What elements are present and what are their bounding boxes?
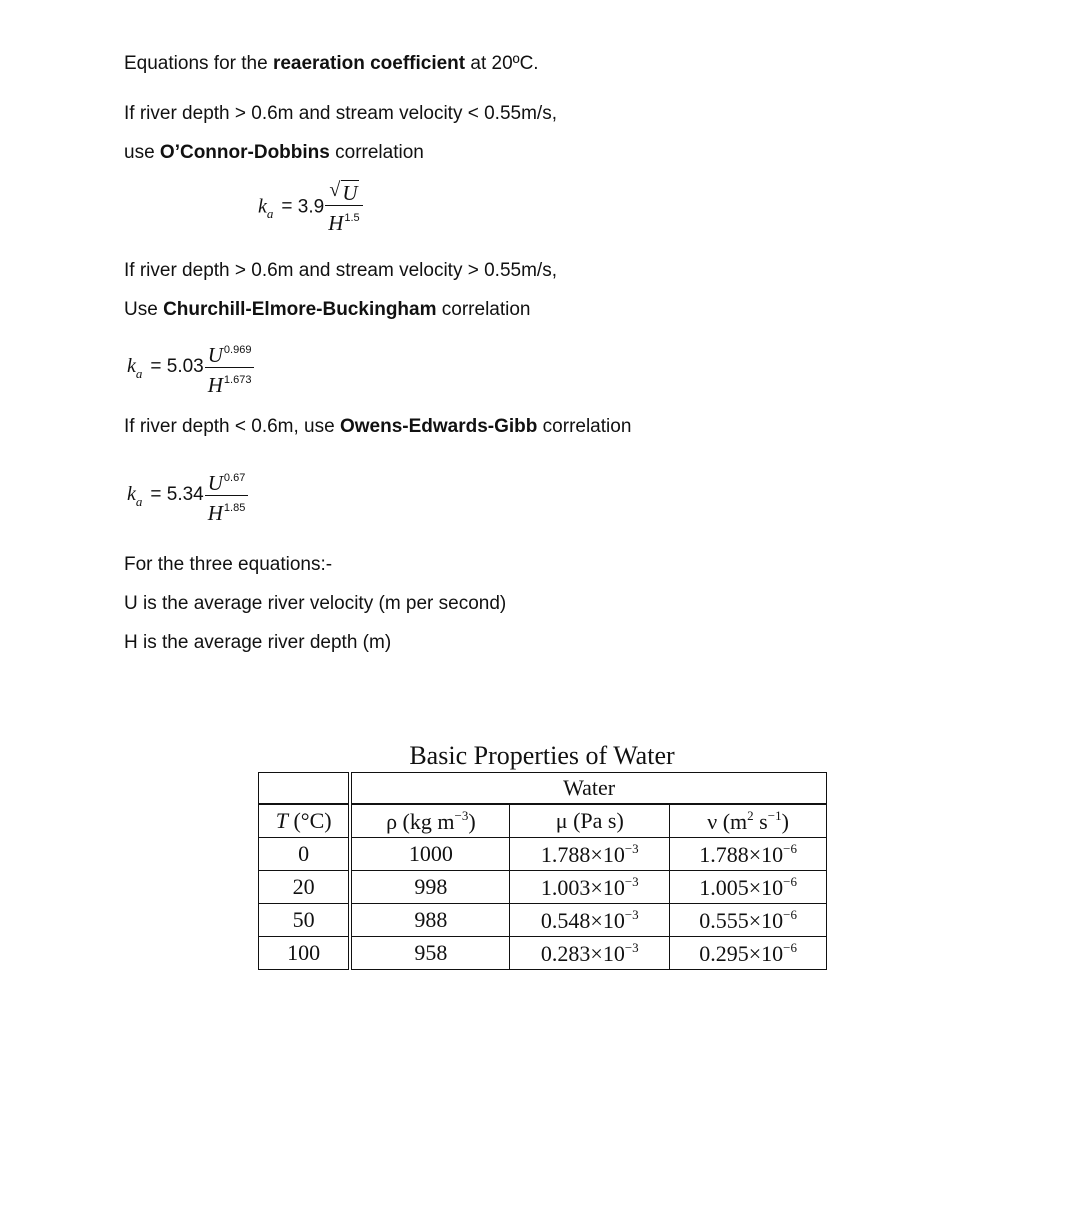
sqrt-icon: √ xyxy=(329,179,341,201)
case2-use-suffix: correlation xyxy=(436,299,531,320)
eq1-den-var: H xyxy=(328,211,344,235)
case3-line xyxy=(124,415,631,439)
eq2-coefficient: 5.03 xyxy=(166,355,204,377)
notes-h-definition: H is the average river depth (m) xyxy=(124,632,392,653)
eq2-den-exp: 1.673 xyxy=(223,374,252,386)
eq3-num-exp: 0.67 xyxy=(223,472,246,484)
cell-mu-mantissa: 0.548×10 xyxy=(540,907,625,933)
table-row xyxy=(259,871,827,904)
notes-heading: For the three equations:- xyxy=(124,554,333,575)
cell-nu-exp: −6 xyxy=(783,840,797,856)
cell-viscosity xyxy=(510,838,670,871)
eq3-num-var: U xyxy=(207,471,223,495)
eq1-lhs-sub: a xyxy=(266,206,274,222)
table-row xyxy=(259,904,827,937)
equation-oconnor-dobbins xyxy=(258,179,363,235)
cell-density: 998 xyxy=(350,871,510,904)
eq1-den-exp: 1.5 xyxy=(344,212,360,224)
table-corner-cell xyxy=(259,773,351,805)
table-row xyxy=(259,838,827,871)
cell-temperature: 20 xyxy=(259,871,351,904)
cell-temperature: 50 xyxy=(259,904,351,937)
case2-use-prefix: Use xyxy=(124,299,164,320)
cell-temperature: 0 xyxy=(259,838,351,871)
case1-correlation-name: O’Connor-Dobbins xyxy=(159,142,330,163)
table-group-header-row xyxy=(259,773,827,805)
eq1-fraction xyxy=(325,179,362,235)
case3-use-prefix: If river depth < 0.6m, use xyxy=(124,416,340,437)
col-header-t-unit: (°C) xyxy=(287,808,332,833)
eq2-lhs-sub: a xyxy=(135,365,143,381)
intro-line xyxy=(124,52,539,76)
eq2-denominator xyxy=(205,368,255,396)
cell-density: 958 xyxy=(350,937,510,970)
table-row xyxy=(259,937,827,970)
col-header-temperature xyxy=(259,804,351,838)
case1-use-line xyxy=(124,141,424,165)
col-header-rho-close: ) xyxy=(468,808,476,834)
col-header-kinematic-viscosity xyxy=(670,804,827,838)
case2-use-line xyxy=(124,298,531,322)
cell-kinematic-viscosity xyxy=(670,904,827,937)
eq3-coefficient: 5.34 xyxy=(166,483,204,505)
cell-nu-mantissa: 1.788×10 xyxy=(699,841,784,867)
eq1-denominator xyxy=(325,206,362,234)
eq3-den-var: H xyxy=(207,501,223,525)
eq2-num-exp: 0.969 xyxy=(223,344,252,356)
equation-churchill-elmore-buckingham xyxy=(127,339,254,396)
eq3-equals: = xyxy=(150,483,167,505)
col-header-nu-text: ν (m xyxy=(707,808,748,834)
water-properties-table xyxy=(258,772,827,970)
col-header-nu-exp1: 2 xyxy=(747,807,754,823)
table-group-header: Water xyxy=(350,773,826,805)
cell-kinematic-viscosity xyxy=(670,871,827,904)
notes-u-definition: U is the average river velocity (m per second) xyxy=(124,593,507,614)
eq2-lhs: k xyxy=(127,354,136,377)
col-header-nu-mid: s xyxy=(753,808,768,834)
cell-mu-mantissa: 1.003×10 xyxy=(540,874,625,900)
cell-mu-exp: −3 xyxy=(624,840,639,856)
eq1-lhs: k xyxy=(258,195,267,218)
col-header-rho-exp: −3 xyxy=(454,807,469,823)
eq1-num-var: U xyxy=(342,181,358,205)
table-header-row xyxy=(259,804,827,838)
case3-correlation-name: Owens-Edwards-Gibb xyxy=(339,416,538,437)
intro-text: Equations for the xyxy=(124,53,273,74)
eq3-denominator xyxy=(205,496,249,524)
cell-mu-exp: −3 xyxy=(624,906,639,922)
cell-mu-mantissa: 1.788×10 xyxy=(540,841,625,867)
eq3-lhs-sub: a xyxy=(135,493,143,509)
cell-nu-exp: −6 xyxy=(783,873,797,889)
cell-nu-mantissa: 0.555×10 xyxy=(699,907,784,933)
eq2-den-var: H xyxy=(207,373,223,397)
cell-nu-exp: −6 xyxy=(783,939,797,955)
eq1-equals: = xyxy=(281,196,298,218)
case2-condition: If river depth > 0.6m and stream velocity > 0.55m/s, xyxy=(124,260,557,281)
cell-mu-exp: −3 xyxy=(624,939,639,955)
case2-correlation-name: Churchill-Elmore-Buckingham xyxy=(163,299,437,320)
cell-temperature: 100 xyxy=(259,937,351,970)
col-header-nu-exp2: −1 xyxy=(767,807,782,823)
case1-condition: If river depth > 0.6m and stream velocity < 0.55m/s, xyxy=(124,103,557,124)
eq3-den-exp: 1.85 xyxy=(223,502,246,514)
eq2-num-var: U xyxy=(207,343,223,367)
cell-viscosity xyxy=(510,904,670,937)
case1-use-suffix: correlation xyxy=(329,142,424,163)
cell-mu-mantissa: 0.283×10 xyxy=(540,940,625,966)
eq2-equals: = xyxy=(150,355,167,377)
cell-viscosity xyxy=(510,871,670,904)
col-header-nu-close: ) xyxy=(781,808,789,834)
eq1-numerator xyxy=(325,179,362,206)
case1-use-prefix: use xyxy=(124,142,160,163)
eq2-numerator xyxy=(205,339,255,368)
col-header-t-symbol: T xyxy=(275,808,288,833)
intro-bold-term: reaeration coefficient xyxy=(272,53,466,74)
col-header-viscosity: μ (Pa s) xyxy=(510,804,670,838)
eq3-numerator xyxy=(205,467,249,496)
cell-density: 1000 xyxy=(350,838,510,871)
equation-owens-edwards-gibb xyxy=(127,467,248,524)
case3-use-suffix: correlation xyxy=(537,416,632,437)
cell-kinematic-viscosity xyxy=(670,838,827,871)
eq1-coefficient: 3.9 xyxy=(297,196,325,218)
cell-mu-exp: −3 xyxy=(624,873,639,889)
col-header-rho-text: ρ (kg m xyxy=(386,808,455,834)
cell-nu-mantissa: 0.295×10 xyxy=(699,940,784,966)
intro-suffix: at 20ºC. xyxy=(465,53,539,74)
col-header-density xyxy=(350,804,510,838)
eq3-lhs: k xyxy=(127,482,136,505)
cell-density: 988 xyxy=(350,904,510,937)
cell-viscosity xyxy=(510,937,670,970)
table-title: Basic Properties of Water xyxy=(409,741,675,770)
cell-kinematic-viscosity xyxy=(670,937,827,970)
cell-nu-exp: −6 xyxy=(783,906,797,922)
cell-nu-mantissa: 1.005×10 xyxy=(699,874,784,900)
eq3-fraction xyxy=(205,467,249,524)
eq2-fraction xyxy=(205,339,255,396)
